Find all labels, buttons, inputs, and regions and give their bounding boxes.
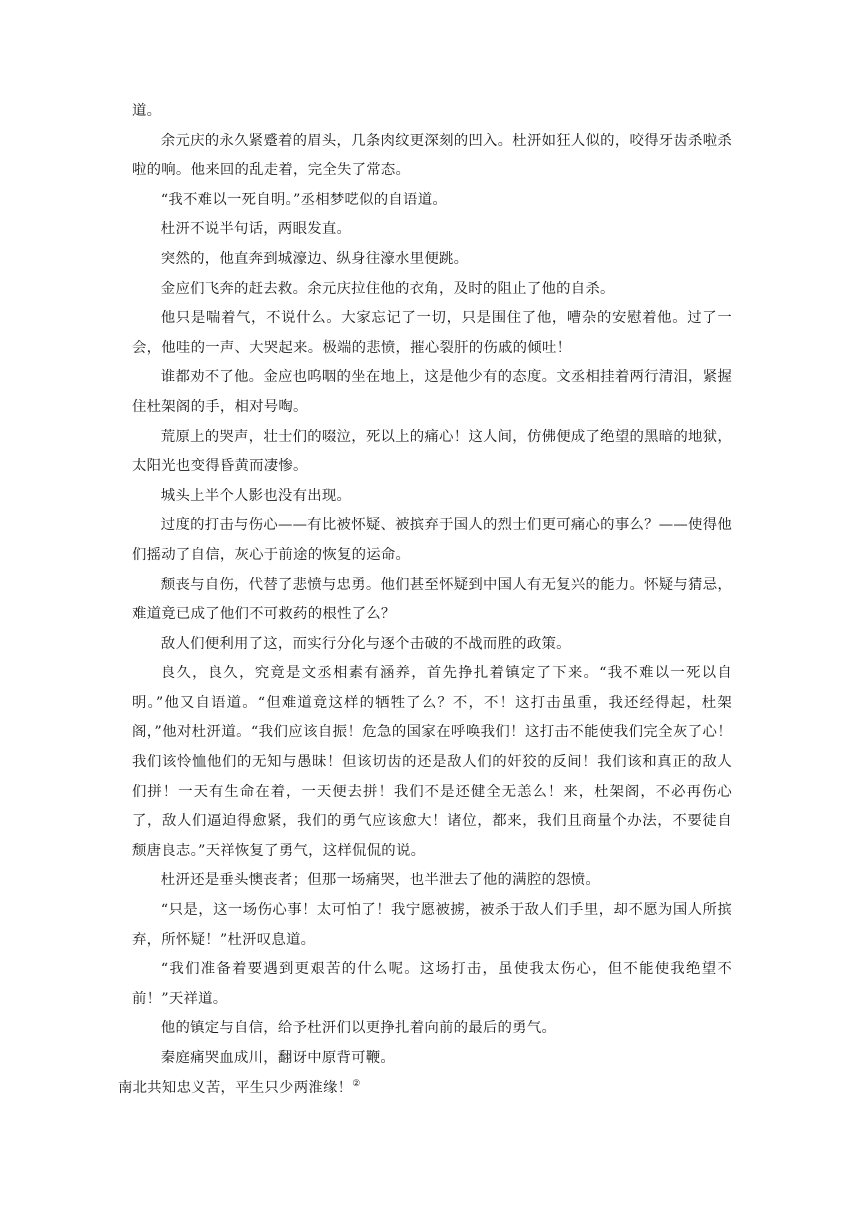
footnote-mark: ② [352,1078,361,1089]
paragraph-7: 谁都劝不了他。金应也呜咽的坐在地上，这是他少有的态度。文丞相挂着两行清泪，紧握住杜架阁的手，相对号啕。 [132,369,732,415]
paragraph-2: “我不难以一死自明。”丞相梦呓似的自语道。 [160,191,447,208]
paragraph-9: 城头上半个人影也没有出现。 [160,487,352,504]
paragraph-3: 杜汧不说半句话，两眼发直。 [160,221,352,238]
paragraph-10: 过度的打击与伤心——有比被怀疑、被摈弃于国人的烈士们更可痛心的事么？——使得他们摇动了自信，灰心于前途的恢复的运命。 [132,517,732,563]
paragraph-16: “我们准备着要遇到更艰苦的什么呢。这场打击，虽使我太伤心，但不能使我绝望不前！”天祥道。 [132,961,732,1007]
paragraph-13: 良久，良久，究竟是文丞相素有涵养，首先挣扎着镇定了下来。“我不难以一死以自明。”他又自语道。“但难道竟这样的牺牲了么？不，不！这打击虽重，我还经得起，杜架阁，”他对杜汧道。“我们应该自振！危急的国家在呼唤我们！这打击不能使我们完全灰了心！我们该怜恤他们的无知与愚昧！但该切齿的还是敌人们的奸狡的反间！我们该和真正的敌人们拼！一天有生命在着，一天便去拼！我们不是还健全无恙么！来，杜架阁，不必再伤心了，敌人们逼迫得愈紧，我们的勇气应该愈大！诸位，都来，我们且商量个办法，不要徒自颓唐良志。”天祥恢复了勇气，这样侃侃的说。 [132,665,732,859]
poem-line-2 [118,1074,732,1104]
paragraph-8: 荒原上的哭声，壮士们的啜泣，死以上的痛心！这人间，仿佛便成了绝望的黑暗的地狱，太阳光也变得昏黄而凄惨。 [132,428,732,475]
article-body [118,97,732,1103]
paragraph-5: 金应们飞奔的赶去救。余元庆拉住他的衣角，及时的阻止了他的自杀。 [160,280,615,297]
paragraph-12: 敌人们便利用了这，而实行分化与逐个击破的不战而胜的政策。 [160,635,571,652]
poem-line-1: 秦庭痛哭血成川，翻讶中原背可鞭。 [160,1050,396,1066]
paragraph-11: 颓丧与自伤，代替了悲愤与忠勇。他们甚至怀疑到中国人有无复兴的能力。怀疑与猜忌，难道竟已成了他们不可救药的根性了么？ [132,576,732,623]
paragraph-17: 他的镇定与自信，给予杜汧们以更挣扎着向前的最后的勇气。 [160,1020,557,1037]
paragraph-6: 他只是喘着气，不说什么。大家忘记了一切，只是围住了他，嘈杂的安慰着他。过了一会，他哇的一声、大哭起来。极端的悲愤，摧心裂肝的伤戚的倾吐！ [132,310,732,356]
paragraph-14: 杜汧还是垂头懊丧者；但那一场痛哭，也半泄去了他的满腔的怨愤。 [160,872,601,889]
paragraph-1: 余元庆的永久紧蹙着的眉头，几条肉纹更深刻的凹入。杜汧如狂人似的，咬得牙齿杀啦杀啦的响。他来回的乱走着，完全失了常态。 [132,132,732,179]
paragraph-15: “只是，这一场伤心事！太可怕了！我宁愿被掳，被杀于敌人们手里，却不愿为国人所摈弃，所怀疑！”杜汧叹息道。 [132,902,732,948]
paragraph-4: 突然的，他直奔到城濠边、纵身往濠水里便跳。 [160,250,469,267]
paragraph-0: 道。 [132,103,162,119]
poem-line-2-text: 南北共知忠义苦，平生只少两淮缘！ [118,1079,353,1096]
